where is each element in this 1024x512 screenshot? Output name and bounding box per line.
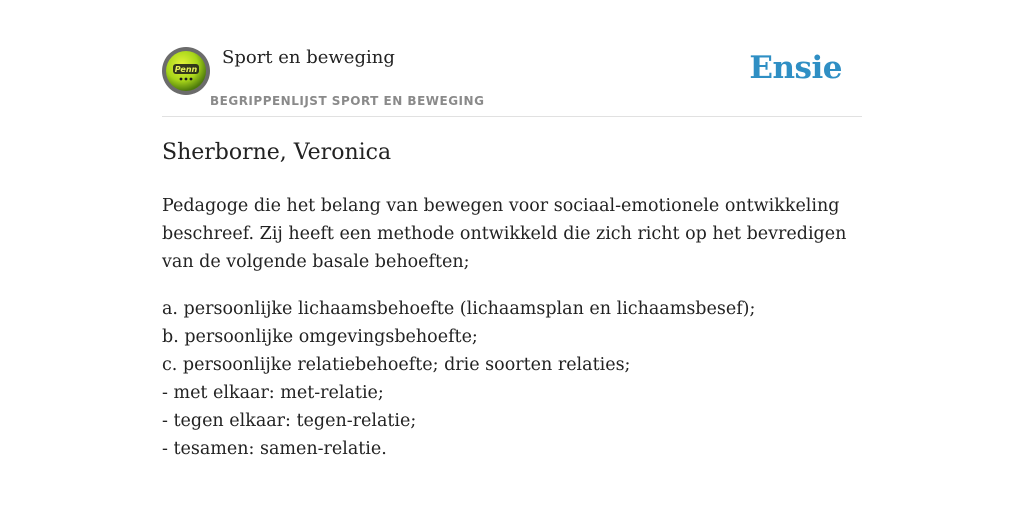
definition (162, 192, 862, 463)
tennis-ball-icon (165, 50, 207, 92)
definition-line: - tesamen: samen-relatie. (162, 439, 387, 459)
definition-line: - met elkaar: met-relatie; (162, 383, 384, 403)
definition-line: a. persoonlijke lichaamsbehoefte (lichaamsplan en lichaamsbesef); (162, 299, 756, 319)
site-header (162, 46, 862, 117)
definition-list (162, 295, 862, 463)
site-subtitle[interactable]: BEGRIPPENLIJST SPORT EN BEWEGING (210, 94, 485, 108)
definition-paragraph: Pedagoge die het belang van bewegen voor sociaal-emotionele ontwikkeling beschreef. Zij heeft een methode ontwikkeld die zich richt op het bevredigen van de volgende basale behoeften; (162, 196, 847, 272)
definition-line: c. persoonlijke relatiebehoefte; drie soorten relaties; (162, 355, 631, 375)
term-title: Sherborne, Veronica (162, 140, 392, 165)
avatar-logo-text: Penn (174, 65, 198, 74)
definition-line: b. persoonlijke omgevingsbehoefte; (162, 327, 478, 347)
avatar[interactable] (162, 47, 210, 95)
brand-logo[interactable]: Ensie (749, 50, 842, 86)
site-title[interactable]: Sport en beweging (222, 47, 395, 68)
definition-line: - tegen elkaar: tegen-relatie; (162, 411, 417, 431)
